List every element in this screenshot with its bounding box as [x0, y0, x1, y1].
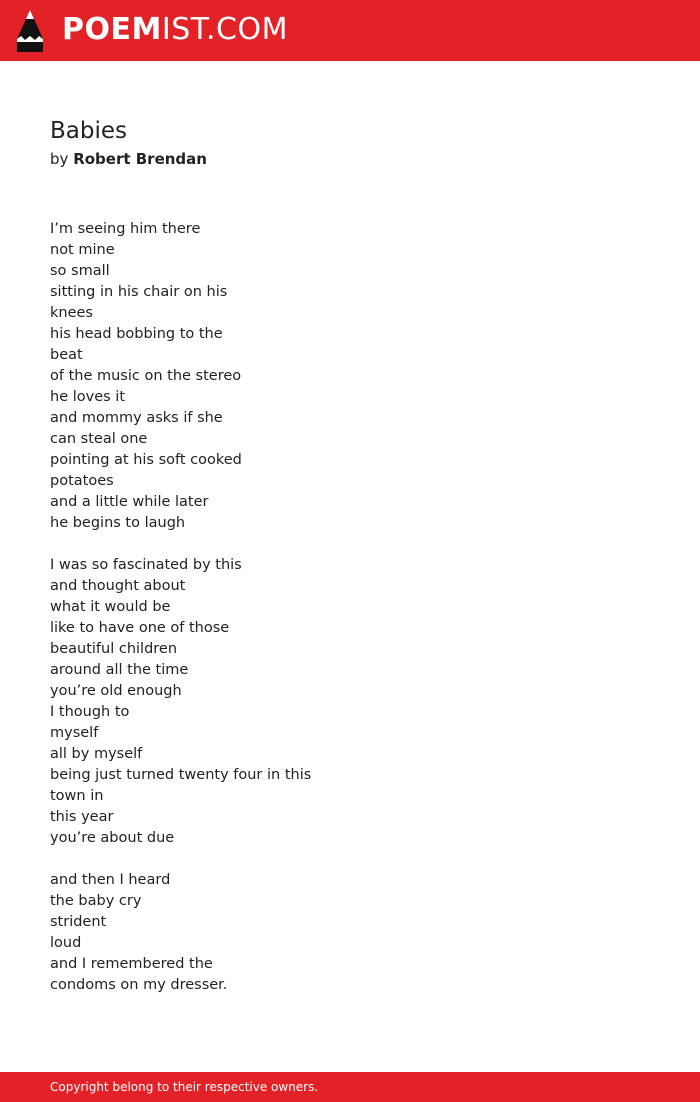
poem-line: I though to [50, 704, 130, 720]
poem-line: the baby cry [50, 893, 142, 909]
poem-line: sitting in his chair on his [50, 284, 228, 300]
poem-body [50, 219, 650, 1017]
poem-line: of the music on the stereo [50, 368, 242, 384]
poem-line: and thought about [50, 578, 186, 594]
poem-line: so small [50, 263, 110, 279]
copyright-text: Copyright belong to their respective owners. [50, 1080, 319, 1094]
poem-line: and mommy asks if she [50, 410, 223, 426]
poem-line: can steal one [50, 431, 148, 447]
poem-line: he begins to laugh [50, 515, 186, 531]
poem-line: like to have one of those [50, 620, 230, 636]
byline [50, 148, 207, 170]
stanza [50, 555, 650, 849]
poem-line: myself [50, 725, 99, 741]
poem-line: beat [50, 347, 83, 363]
poem-line: you’re old enough [50, 683, 182, 699]
poem-line: around all the time [50, 662, 189, 678]
poem-line: pointing at his soft cooked [50, 452, 242, 468]
stanza [50, 870, 650, 996]
poem-line: being just turned twenty four in this [50, 767, 312, 783]
poem-line: his head bobbing to the [50, 326, 223, 342]
poem-line: and then I heard [50, 872, 171, 888]
poem-line: I was so fascinated by this [50, 557, 242, 573]
poem-line: town in [50, 788, 104, 804]
by-label: by [50, 150, 69, 168]
site-header [0, 0, 700, 61]
poem-line: I’m seeing him there [50, 221, 201, 237]
poem-line: he loves it [50, 389, 125, 405]
author-name[interactable]: Robert Brendan [73, 150, 207, 168]
site-logo[interactable] [62, 12, 288, 48]
poem-line: not mine [50, 242, 115, 258]
logo-text-light: IST.COM [161, 12, 288, 47]
poem-line: you’re about due [50, 830, 175, 846]
pencil-tip-icon[interactable] [16, 9, 44, 53]
poem-line: beautiful children [50, 641, 178, 657]
poem-line: strident [50, 914, 107, 930]
stanza [50, 219, 650, 534]
poem-title: Babies [50, 118, 127, 144]
poem-line: loud [50, 935, 82, 951]
poem-line: and a little while later [50, 494, 209, 510]
poem-line: condoms on my dresser. [50, 977, 228, 993]
poem-line: all by myself [50, 746, 143, 762]
poem-line: potatoes [50, 473, 114, 489]
site-footer [0, 1072, 700, 1102]
poem-line: this year [50, 809, 114, 825]
poem-line: what it would be [50, 599, 171, 615]
poem-line: knees [50, 305, 93, 321]
poem-line: and I remembered the [50, 956, 213, 972]
logo-text-strong: POEM [62, 12, 162, 47]
